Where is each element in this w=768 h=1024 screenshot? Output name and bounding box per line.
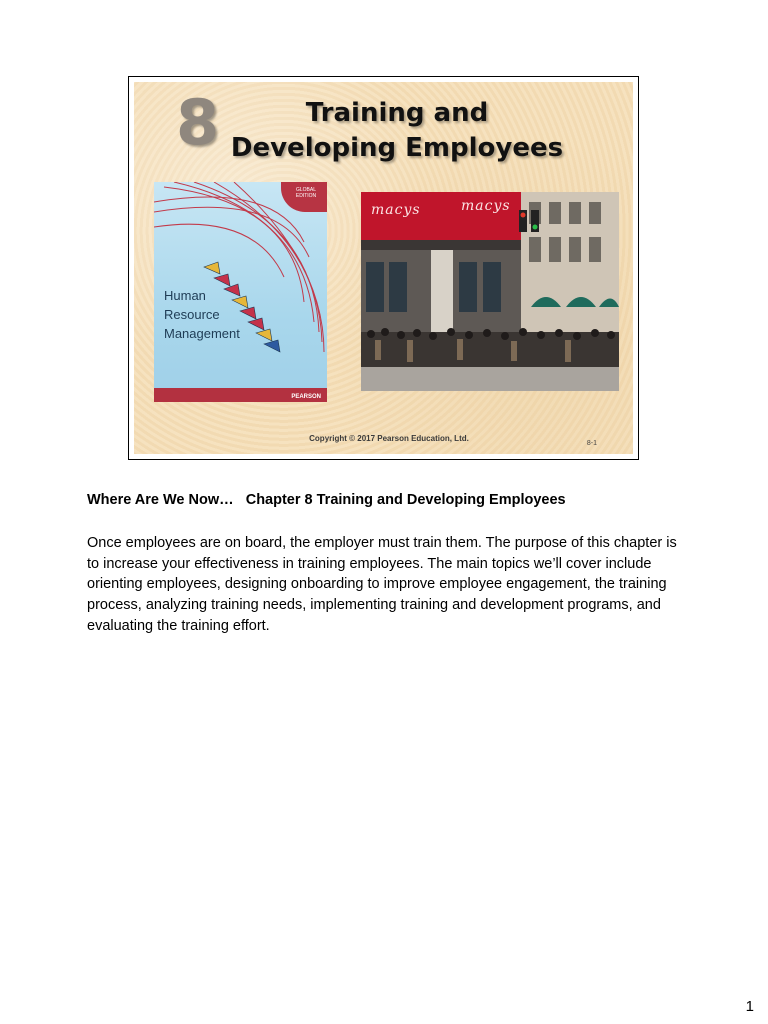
cover-publisher: PEARSON xyxy=(291,394,321,400)
store-photo xyxy=(361,192,619,391)
notes-heading: Where Are We Now… Chapter 8 Training and Developing Employees xyxy=(87,492,566,508)
slide-number: 8-1 xyxy=(586,440,597,447)
page-number: 1 xyxy=(745,998,754,1015)
slide-thumbnail xyxy=(128,76,639,460)
store-sign-right: macys xyxy=(461,198,511,214)
cover-title: Human Resource Management xyxy=(164,288,240,341)
slide-background xyxy=(134,82,633,454)
book-cover xyxy=(154,182,327,402)
cover-badge-text: GLOBAL EDITION xyxy=(295,187,317,199)
slide-copyright: Copyright © 2017 Pearson Education, Ltd. xyxy=(309,434,469,443)
store-sign-left: macys xyxy=(371,202,421,218)
chapter-number: 8 xyxy=(176,86,218,159)
slide-title: Training and Developing Employees xyxy=(230,98,564,163)
street-scene-photo-icon xyxy=(361,192,619,391)
notes-body: Once employees are on board, the employer must train them. The purpose of this chapter is to increase your effectiveness in training employees. The main topics we’ll cover include orienting employees, designing onboarding to improve employee engagement, the training process, analyzing training needs, implementing training and development programs, and evaluating the training effort. xyxy=(87,535,677,634)
